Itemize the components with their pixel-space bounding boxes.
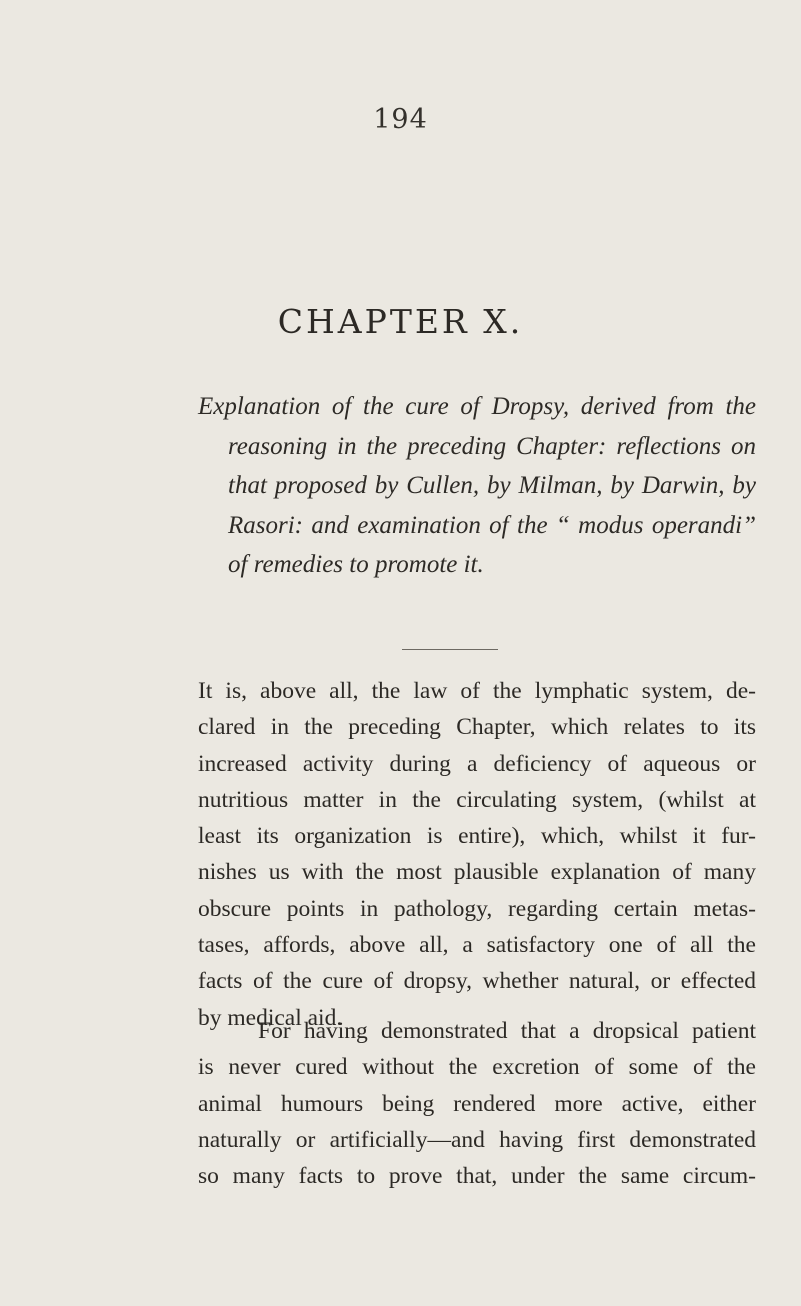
section-divider (402, 649, 498, 650)
paragraph-2 (198, 1013, 756, 1194)
chapter-title: CHAPTER X. (277, 302, 524, 341)
text-line: so many facts to prove that, under the same circum- (198, 1163, 756, 1190)
text-line: least its organization is entire), which, whilst it fur- (198, 823, 756, 850)
summary-line: Explanation of the cure of Dropsy, derived from the (198, 393, 756, 420)
text-line: by medical aid. (198, 1004, 343, 1031)
chapter-summary (198, 387, 756, 585)
summary-line: Rasori: and examination of the “ modus operandi” (228, 511, 756, 539)
summary-line: reasoning in the preceding Chapter: reflections on (228, 432, 756, 460)
text-line: clared in the preceding Chapter, which relates to its (198, 714, 756, 741)
summary-line: of remedies to promote it. (228, 551, 484, 578)
text-line: facts of the cure of dropsy, whether natural, or effected (198, 968, 756, 995)
text-line: For having demonstrated that a dropsical patient (258, 1018, 756, 1044)
text-line: naturally or artificially—and having first demonstrated (198, 1126, 756, 1153)
paragraph-1 (198, 673, 756, 1036)
summary-line: that proposed by Cullen, by Milman, by Darwin, by (228, 472, 756, 499)
text-line: It is, above all, the law of the lymphatic system, de- (198, 678, 756, 704)
text-line: nutritious matter in the circulating system, (whilst at (198, 786, 756, 813)
text-line: tases, affords, above all, a satisfactory one of all the (198, 932, 756, 959)
text-line: nishes us with the most plausible explanation of many (198, 859, 756, 886)
page-number: 194 (373, 104, 428, 135)
text-line: increased activity during a deficiency of aqueous or (198, 750, 756, 777)
text-line: is never cured without the excretion of some of the (198, 1054, 756, 1081)
text-line: obscure points in pathology, regarding certain metas- (198, 895, 756, 922)
text-line: animal humours being rendered more active, either (198, 1090, 756, 1117)
